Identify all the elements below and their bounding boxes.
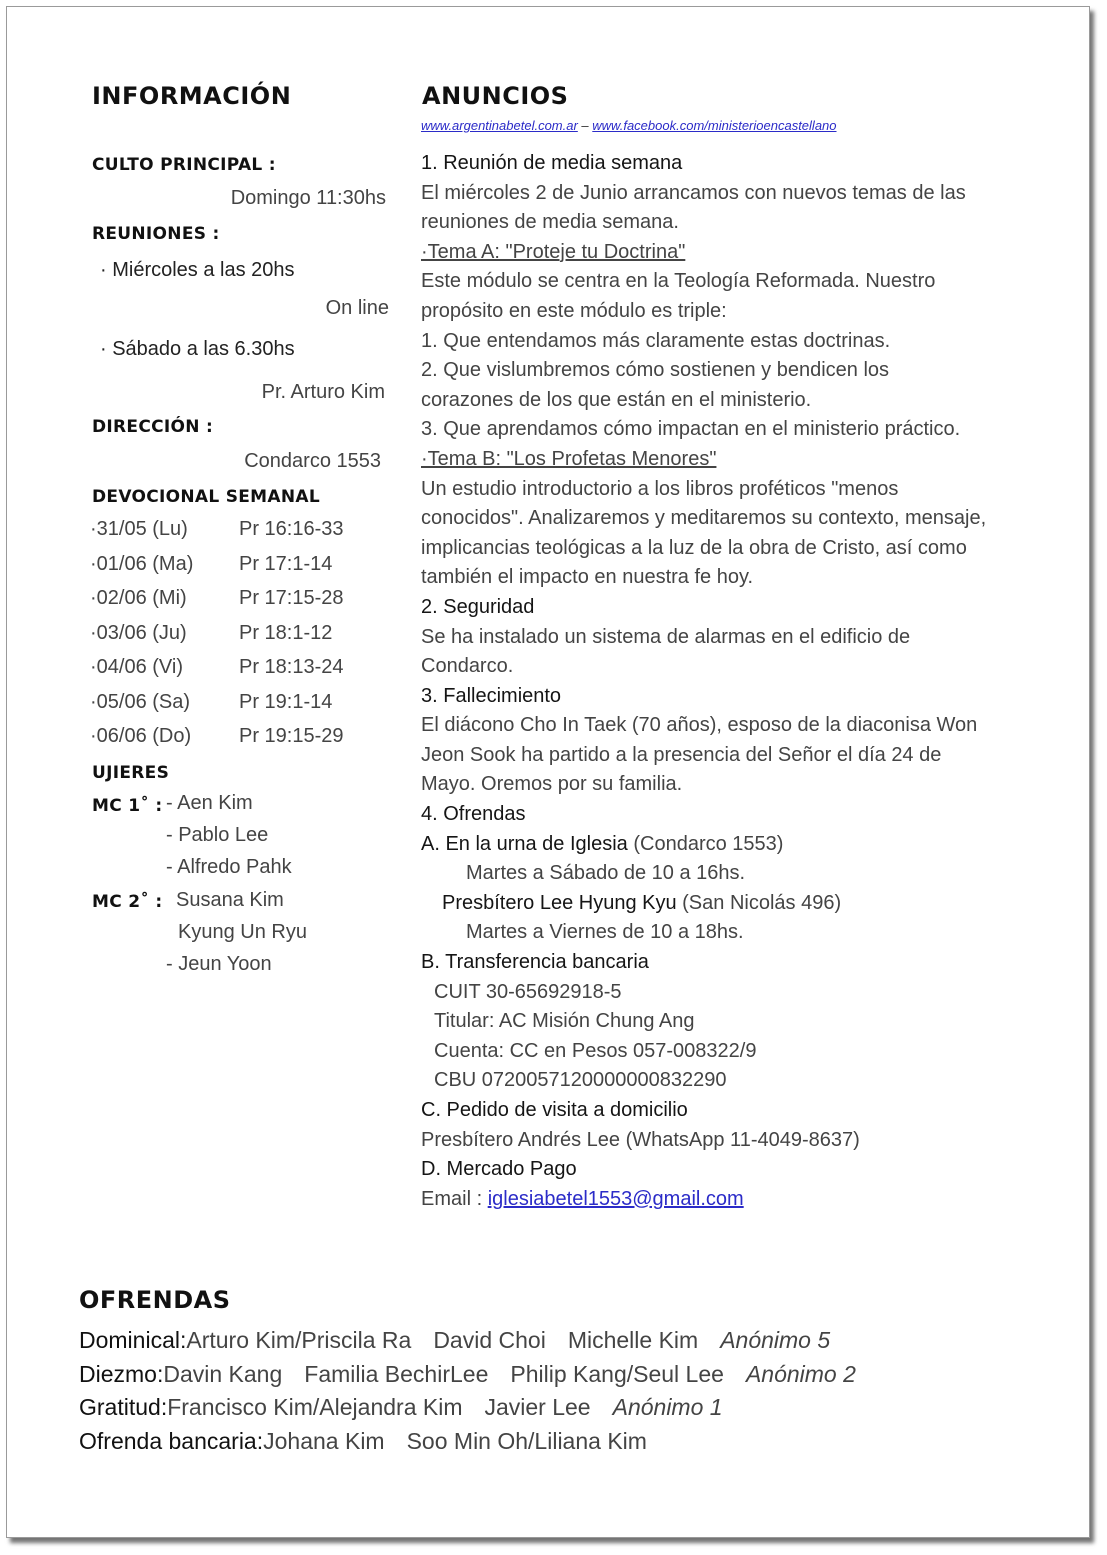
ofrenda-donor: Johana Kim xyxy=(263,1427,385,1454)
body-line: El diácono Cho In Taek (70 años), esposo de la diaconisa Won xyxy=(421,714,978,737)
reunion-wednesday: · Miércoles a las 20hs xyxy=(100,259,295,281)
devocional-date: ·06/06 (Do) xyxy=(90,725,192,747)
section-title: 2. Seguridad xyxy=(421,595,535,618)
ujier-name: - Jeun Yoon xyxy=(166,953,272,975)
ofrenda-anonymous: Anónimo 1 xyxy=(612,1394,723,1420)
info-heading: INFORMACIÓN xyxy=(92,82,292,110)
anuncios-heading: ANUNCIOS xyxy=(422,82,569,110)
reunion-pastor: Pr. Arturo Kim xyxy=(261,381,385,403)
devocional-reference: Pr 19:1-14 xyxy=(239,690,333,713)
body-line: propósito en este módulo es triple: xyxy=(421,299,727,322)
devocional-date: ·31/05 (Lu) xyxy=(90,518,188,540)
devocional-reference: Pr 18:13-24 xyxy=(239,656,344,678)
body-line: Condarco. xyxy=(421,655,514,678)
body-line: corazones de los que están en el ministerio. xyxy=(421,388,812,411)
reuniones-label: REUNIONES : xyxy=(92,224,220,244)
devocional-label: DEVOCIONAL SEMANAL xyxy=(92,487,320,507)
body-line: reuniones de media semana. xyxy=(421,211,679,234)
ujieres-label: UJIERES xyxy=(92,763,170,783)
bank-line: Cuenta: CC en Pesos 057-008322/9 xyxy=(434,1039,757,1062)
ofrenda-donor: Francisco Kim/Alejandra Kim xyxy=(167,1394,463,1420)
devocional-reference: Pr 17:15-28 xyxy=(239,587,344,609)
body-line: El miércoles 2 de Junio arrancamos con nuevos temas de las xyxy=(421,181,966,204)
body-line: Se ha instalado un sistema de alarmas en el edificio de xyxy=(421,625,911,648)
visit-title: C. Pedido de visita a domicilio xyxy=(421,1099,688,1121)
direccion-value: Condarco 1553 xyxy=(244,450,381,472)
ofrenda-row xyxy=(79,1324,856,1358)
devocional-date: ·04/06 (Vi) xyxy=(90,656,184,678)
devocional-date: ·05/06 (Sa) xyxy=(90,690,191,713)
reunion-online: On line xyxy=(325,297,389,319)
bank-line: Titular: AC Misión Chung Ang xyxy=(434,1010,695,1033)
tema-a-title: ·Tema A: "Proteje tu Doctrina" xyxy=(421,240,686,263)
devocional-reference: Pr 18:1-12 xyxy=(239,621,333,644)
visit-contact: Presbítero Andrés Lee (WhatsApp 11-4049-8637) xyxy=(421,1128,860,1151)
ofrenda-donor: Soo Min Oh/Liliana Kim xyxy=(406,1427,647,1454)
ofrenda-donor: Michelle Kim xyxy=(567,1327,699,1353)
section-title: 4. Ofrendas xyxy=(421,803,526,826)
link-separator: – xyxy=(577,118,593,133)
ofrenda-anonymous: Anónimo 5 xyxy=(720,1327,831,1353)
website-link[interactable]: www.argentinabetel.com.ar xyxy=(421,118,578,133)
devocional-date: ·02/06 (Mi) xyxy=(90,587,187,609)
ujier-name: Kyung Un Ryu xyxy=(178,921,307,943)
body-line: 2. Que vislumbremos cómo sostienen y bendicen los xyxy=(421,359,890,382)
mercadopago-title: D. Mercado Pago xyxy=(421,1158,577,1181)
ujier-name: Susana Kim xyxy=(176,889,284,911)
body-line: también el impacto en nuestra fe hoy. xyxy=(421,566,754,589)
presbitero-hours: Martes a Viernes de 10 a 18hs. xyxy=(466,921,744,944)
body-line: Un estudio introductorio a los libros proféticos "menos xyxy=(421,477,899,500)
ofrenda-donor: Familia BechirLee xyxy=(304,1360,489,1387)
mc1-label: MC 1˚ : xyxy=(92,796,163,816)
ofrenda-donor: Arturo Kim/Priscila Ra xyxy=(186,1327,412,1353)
ofrenda-category: Dominical: xyxy=(79,1327,187,1353)
ofrenda-category: Gratitud: xyxy=(79,1394,168,1420)
ofrendas-heading: OFRENDAS xyxy=(79,1286,231,1314)
culto-label: CULTO PRINCIPAL : xyxy=(92,155,276,175)
presbitero-address: (San Nicolás 496) xyxy=(676,891,842,914)
devocional-reference: Pr 17:1-14 xyxy=(239,552,333,575)
urna-title: A. En la urna de Iglesia xyxy=(421,832,628,855)
email-link[interactable]: iglesiabetel1553@gmail.com xyxy=(487,1187,744,1210)
ofrenda-row xyxy=(79,1391,856,1425)
section-title: 3. Fallecimiento xyxy=(421,684,562,707)
body-line: Mayo. Oremos por su familia. xyxy=(421,773,683,796)
section-title: 1. Reunión de media semana xyxy=(421,152,683,174)
announcements-body xyxy=(421,149,986,1214)
transfer-title: B. Transferencia bancaria xyxy=(421,951,649,974)
devocional-reference: Pr 16:16-33 xyxy=(239,518,344,540)
facebook-link[interactable]: www.facebook.com/ministerioencastellano xyxy=(592,118,837,133)
tema-b-title: ·Tema B: "Los Profetas Menores" xyxy=(421,447,717,470)
presbitero-title: Presbítero Lee Hyung Kyu xyxy=(442,891,677,914)
ofrenda-anonymous: Anónimo 2 xyxy=(745,1360,856,1387)
body-line: 1. Que entendamos más claramente estas doctrinas. xyxy=(421,329,891,352)
mc2-label: MC 2˚ : xyxy=(92,892,163,912)
ofrenda-category: Ofrenda bancaria: xyxy=(79,1427,264,1454)
ofrenda-category: Diezmo: xyxy=(79,1360,164,1387)
ofrenda-row xyxy=(79,1425,856,1459)
body-line: conocidos". Analizaremos y meditaremos su contexto, mensaje, xyxy=(421,507,987,530)
urna-hours: Martes a Sábado de 10 a 16hs. xyxy=(466,862,746,885)
devocional-reference: Pr 19:15-29 xyxy=(239,725,344,747)
ofrenda-donor: Philip Kang/Seul Lee xyxy=(510,1360,724,1387)
ofrenda-row xyxy=(79,1358,856,1392)
email-label: Email : xyxy=(421,1187,488,1210)
devocional-date: ·01/06 (Ma) xyxy=(90,552,194,575)
ujier-name: - Aen Kim xyxy=(166,792,253,814)
direccion-label: DIRECCIÓN : xyxy=(92,417,214,437)
devocional-date: ·03/06 (Ju) xyxy=(90,621,187,644)
body-line: Este módulo se centra en la Teología Reformada. Nuestro xyxy=(421,270,936,293)
body-line: 3. Que aprendamos cómo impactan en el ministerio práctico. xyxy=(421,418,961,441)
body-line: Jeon Sook ha partido a la presencia del Señor el día 24 de xyxy=(421,743,942,766)
bank-line: CBU 0720057120000000832290 xyxy=(434,1069,727,1092)
reunion-saturday: · Sábado a las 6.30hs xyxy=(100,338,295,360)
ofrenda-donor: Davin Kang xyxy=(163,1360,283,1387)
ofrenda-donor: David Choi xyxy=(433,1327,546,1353)
ujier-name: - Alfredo Pahk xyxy=(166,856,292,878)
bank-line: CUIT 30-65692918-5 xyxy=(434,980,622,1003)
urna-address: (Condarco 1553) xyxy=(627,832,784,855)
ofrenda-donor: Javier Lee xyxy=(484,1394,591,1420)
body-line: implicancias teológicas a la luz de la obra de Cristo, así como xyxy=(421,536,967,559)
links-row xyxy=(421,118,837,133)
ofrendas-list xyxy=(79,1324,856,1458)
culto-value: Domingo 11:30hs xyxy=(230,187,386,209)
ujier-name: - Pablo Lee xyxy=(166,824,269,846)
